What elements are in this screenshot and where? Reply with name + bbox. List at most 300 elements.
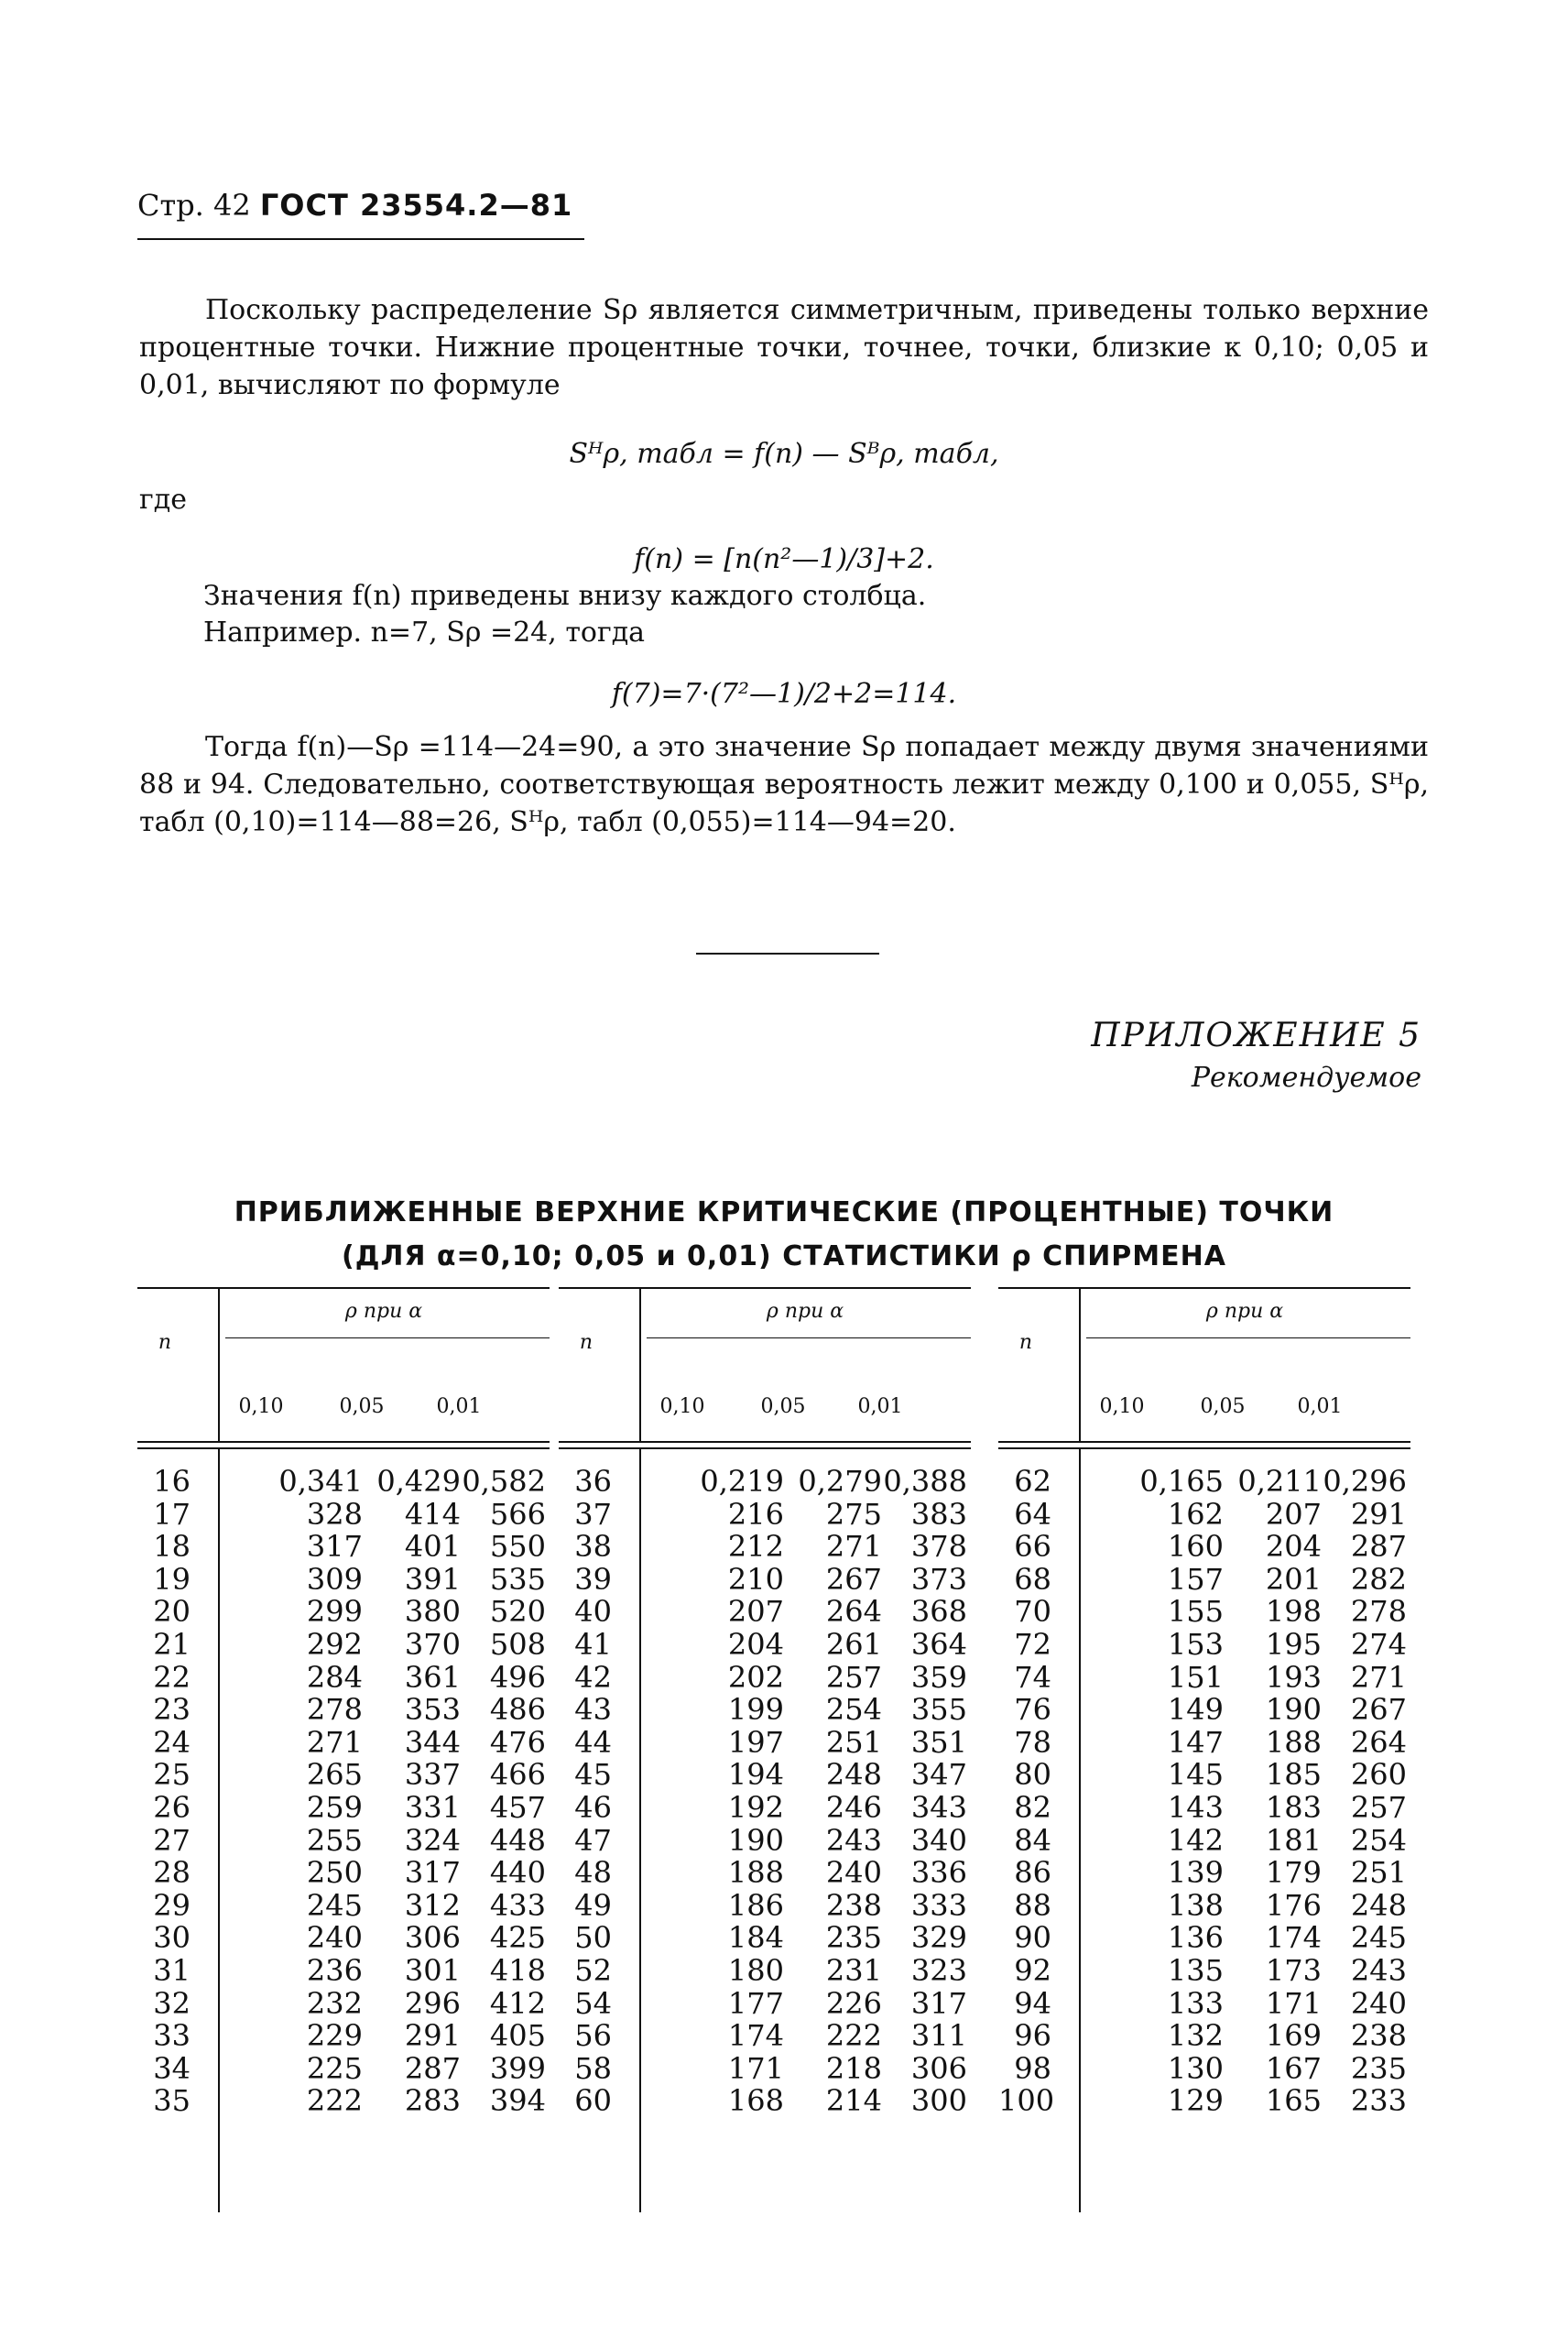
table-row: [559, 1952, 971, 1988]
cell-n: 24: [153, 1724, 191, 1760]
cell-value: 180: [727, 1952, 784, 1988]
cell-value: 188: [727, 1855, 784, 1891]
cell-value: 486: [489, 1692, 546, 1728]
critical-points-table: [137, 1287, 1431, 2212]
cell-n: 23: [153, 1692, 191, 1728]
cell-value: 186: [727, 1887, 784, 1923]
cell-n: 52: [574, 1952, 612, 1988]
table-row: [559, 1626, 971, 1662]
cell-n: 68: [1014, 1561, 1051, 1597]
cell-value: 233: [1350, 2083, 1407, 2119]
cell-n: 80: [1014, 1757, 1051, 1793]
table-row: [998, 1857, 1410, 1890]
column-header-alpha-1: 0,10: [1099, 1395, 1145, 1418]
table-row: [137, 1822, 550, 1858]
cell-value: 174: [727, 2018, 784, 2054]
cell-n: 28: [153, 1855, 191, 1891]
header-bottom-rule: [559, 1441, 971, 1443]
cell-value: 259: [306, 1789, 363, 1825]
cell-value: 179: [1265, 1855, 1322, 1891]
appendix-heading: [1091, 1017, 1421, 1094]
table-row: [137, 1759, 550, 1792]
cell-value: 331: [404, 1789, 461, 1825]
header-bottom-rule-2: [998, 1447, 1410, 1449]
header-rule: [137, 238, 584, 240]
rho-subheader-rule: [1086, 1337, 1410, 1338]
table-row: [559, 1596, 971, 1629]
column-header-alpha-3: 0,01: [1297, 1395, 1343, 1418]
table-row: [137, 1561, 550, 1597]
table-row: [998, 1496, 1410, 1532]
cell-value: 251: [1350, 1855, 1407, 1891]
cell-value: 399: [489, 2050, 546, 2086]
column-header-n: n: [158, 1331, 172, 1354]
cell-n: 46: [574, 1789, 612, 1825]
cell-n: 39: [574, 1561, 612, 1597]
cell-value: 157: [1167, 1561, 1224, 1597]
cell-value: 457: [489, 1789, 546, 1825]
cell-n: 20: [153, 1594, 191, 1630]
cell-value: 168: [727, 2083, 784, 2119]
section-separator: [696, 953, 879, 955]
column-header-rho: ρ при α: [344, 1300, 423, 1323]
cell-value: 139: [1167, 1855, 1224, 1891]
table-row: [559, 1659, 971, 1695]
cell-value: 336: [910, 1855, 967, 1891]
cell-n: 21: [153, 1626, 191, 1662]
cell-n: 30: [153, 1920, 191, 1956]
cell-value: 271: [1350, 1659, 1407, 1695]
cell-value: 0,388: [883, 1464, 967, 1499]
cell-value: 192: [727, 1789, 784, 1825]
cell-value: 364: [910, 1626, 967, 1662]
cell-value: 207: [1265, 1496, 1322, 1532]
page-label: Стр. 42: [137, 188, 251, 223]
table-row: [137, 1659, 550, 1695]
cell-value: 248: [825, 1757, 882, 1793]
cell-value: 566: [489, 1496, 546, 1532]
cell-n: 74: [1014, 1659, 1051, 1695]
cell-value: 185: [1265, 1757, 1322, 1793]
paragraph-2: Значения f(n) приведены внизу каждого столбца.: [203, 580, 927, 612]
cell-value: 300: [910, 2083, 967, 2119]
cell-value: 155: [1167, 1594, 1224, 1630]
cell-value: 132: [1167, 2018, 1224, 2054]
cell-n: 64: [1014, 1496, 1051, 1532]
cell-value: 267: [1350, 1692, 1407, 1728]
cell-value: 240: [306, 1920, 363, 1956]
table-row: [998, 1561, 1410, 1597]
cell-value: 245: [1350, 1920, 1407, 1956]
cell-value: 0,211: [1237, 1464, 1322, 1499]
cell-value: 236: [306, 1952, 363, 1988]
cell-value: 466: [489, 1757, 546, 1793]
cell-value: 173: [1265, 1952, 1322, 1988]
cell-value: 0,279: [798, 1464, 882, 1499]
table-row: [137, 1496, 550, 1532]
cell-value: 412: [489, 1985, 546, 2021]
header-bottom-rule-2: [559, 1447, 971, 1449]
table-row: [137, 1857, 550, 1890]
cell-value: 306: [910, 2050, 967, 2086]
cell-value: 418: [489, 1952, 546, 1988]
cell-value: 240: [1350, 1985, 1407, 2021]
table-row: [137, 1626, 550, 1662]
cell-n: 42: [574, 1659, 612, 1695]
header-bottom-rule: [137, 1441, 550, 1443]
table-row: [559, 1922, 971, 1955]
table-row: [559, 2050, 971, 2086]
cell-value: 311: [910, 2018, 967, 2054]
table-row: [559, 1789, 971, 1825]
cell-n: 36: [574, 1464, 612, 1499]
cell-value: 207: [727, 1594, 784, 1630]
table-row: [137, 2085, 550, 2118]
cell-value: 212: [727, 1529, 784, 1565]
cell-value: 149: [1167, 1692, 1224, 1728]
cell-value: 496: [489, 1659, 546, 1695]
cell-value: 535: [489, 1561, 546, 1597]
table-row: [998, 2020, 1410, 2053]
formula-1: Sᴴρ, табл = f(n) — Sᴮρ, табл,: [569, 438, 999, 470]
table-row: [559, 1466, 971, 1499]
cell-value: 275: [825, 1496, 882, 1532]
cell-n: 66: [1014, 1529, 1051, 1565]
table-row: [998, 1724, 1410, 1760]
table-row: [559, 1985, 971, 2021]
table-row: [137, 1985, 550, 2021]
cell-value: 174: [1265, 1920, 1322, 1956]
table-row: [137, 1466, 550, 1499]
table-row: [137, 2050, 550, 2086]
cell-value: 476: [489, 1724, 546, 1760]
cell-value: 287: [1350, 1529, 1407, 1565]
cell-value: 283: [404, 2083, 461, 2119]
cell-value: 0,429: [376, 1464, 461, 1499]
cell-value: 254: [1350, 1822, 1407, 1858]
appendix-subtitle: Рекомендуемое: [1191, 1062, 1421, 1094]
cell-value: 136: [1167, 1920, 1224, 1956]
cell-value: 520: [489, 1594, 546, 1630]
cell-value: 0,165: [1139, 1464, 1224, 1499]
cell-value: 181: [1265, 1822, 1322, 1858]
cell-value: 243: [1350, 1952, 1407, 1988]
cell-value: 238: [825, 1887, 882, 1923]
cell-value: 225: [306, 2050, 363, 2086]
cell-value: 440: [489, 1855, 546, 1891]
table-row: [998, 1466, 1410, 1499]
cell-value: 171: [727, 2050, 784, 2086]
cell-value: 351: [910, 1724, 967, 1760]
cell-value: 193: [1265, 1659, 1322, 1695]
intro-paragraph: [139, 291, 1429, 404]
column-header-alpha-3: 0,01: [436, 1395, 482, 1418]
cell-n: 25: [153, 1757, 191, 1793]
cell-value: 143: [1167, 1789, 1224, 1825]
cell-n: 40: [574, 1594, 612, 1630]
appendix-title: ПРИЛОЖЕНИЕ 5: [1091, 1017, 1421, 1054]
table-row: [137, 1724, 550, 1760]
cell-n: 44: [574, 1724, 612, 1760]
cell-value: 235: [825, 1920, 882, 1956]
page-header: [137, 188, 572, 223]
cell-value: 306: [404, 1920, 461, 1956]
cell-value: 359: [910, 1659, 967, 1695]
cell-value: 218: [825, 2050, 882, 2086]
cell-n: 29: [153, 1887, 191, 1923]
cell-value: 167: [1265, 2050, 1322, 2086]
cell-value: 0,582: [462, 1464, 546, 1499]
cell-n: 33: [153, 2018, 191, 2054]
table-block-3: [998, 1287, 1410, 2212]
cell-n: 82: [1014, 1789, 1051, 1825]
cell-value: 138: [1167, 1887, 1224, 1923]
table-row: [137, 1887, 550, 1923]
column-header-rho: ρ при α: [766, 1300, 844, 1323]
cell-value: 317: [404, 1855, 461, 1891]
table-row: [998, 1822, 1410, 1858]
table-block-2: [559, 1287, 971, 2212]
cell-value: 508: [489, 1626, 546, 1662]
cell-value: 405: [489, 2018, 546, 2054]
table-row: [998, 1531, 1410, 1564]
cell-value: 380: [404, 1594, 461, 1630]
table-row: [137, 1789, 550, 1825]
cell-value: 245: [306, 1887, 363, 1923]
cell-value: 448: [489, 1822, 546, 1858]
cell-value: 190: [727, 1822, 784, 1858]
table-row: [559, 1724, 971, 1760]
column-header-alpha-2: 0,05: [1200, 1395, 1246, 1418]
cell-value: 0,219: [700, 1464, 784, 1499]
cell-value: 343: [910, 1789, 967, 1825]
column-header-n: n: [579, 1331, 593, 1354]
cell-value: 129: [1167, 2083, 1224, 2119]
header-bottom-rule-2: [137, 1447, 550, 1449]
paragraph-4-wrap: [139, 728, 1429, 841]
rho-subheader-rule: [647, 1337, 971, 1338]
cell-n: 35: [153, 2083, 191, 2119]
cell-n: 60: [574, 2083, 612, 2119]
cell-value: 344: [404, 1724, 461, 1760]
cell-value: 232: [306, 1985, 363, 2021]
column-header-alpha-1: 0,10: [659, 1395, 705, 1418]
cell-value: 204: [1265, 1529, 1322, 1565]
cell-value: 378: [910, 1529, 967, 1565]
cell-value: 210: [727, 1561, 784, 1597]
cell-value: 229: [306, 2018, 363, 2054]
cell-value: 251: [825, 1724, 882, 1760]
header-bottom-rule: [998, 1441, 1410, 1443]
cell-value: 271: [825, 1529, 882, 1565]
table-row: [998, 1626, 1410, 1662]
cell-value: 301: [404, 1952, 461, 1988]
cell-value: 231: [825, 1952, 882, 1988]
cell-value: 292: [306, 1626, 363, 1662]
cell-value: 194: [727, 1757, 784, 1793]
cell-value: 222: [306, 2083, 363, 2119]
cell-n: 31: [153, 1952, 191, 1988]
cell-value: 176: [1265, 1887, 1322, 1923]
cell-value: 261: [825, 1626, 882, 1662]
cell-value: 204: [727, 1626, 784, 1662]
cell-value: 284: [306, 1659, 363, 1695]
formula-2: f(n) = [n(n²—1)/3]+2.: [634, 543, 934, 575]
table-title: [137, 1191, 1431, 1279]
table-row: [559, 2020, 971, 2053]
cell-value: 333: [910, 1887, 967, 1923]
cell-value: 260: [1350, 1757, 1407, 1793]
cell-value: 291: [404, 2018, 461, 2054]
cell-value: 368: [910, 1594, 967, 1630]
table-row: [998, 1759, 1410, 1792]
table-row: [559, 1857, 971, 1890]
table-row: [998, 1985, 1410, 2021]
table-row: [998, 1694, 1410, 1727]
table-row: [559, 1496, 971, 1532]
cell-value: 135: [1167, 1952, 1224, 1988]
cell-n: 88: [1014, 1887, 1051, 1923]
column-header-alpha-3: 0,01: [857, 1395, 903, 1418]
cell-value: 433: [489, 1887, 546, 1923]
table-row: [137, 1531, 550, 1564]
cell-value: 317: [910, 1985, 967, 2021]
cell-value: 329: [910, 1920, 967, 1956]
cell-value: 324: [404, 1822, 461, 1858]
cell-value: 177: [727, 1985, 784, 2021]
cell-value: 264: [825, 1594, 882, 1630]
cell-n: 86: [1014, 1855, 1051, 1891]
column-header-alpha-1: 0,10: [238, 1395, 284, 1418]
cell-value: 255: [306, 1822, 363, 1858]
table-row: [998, 1789, 1410, 1825]
cell-value: 391: [404, 1561, 461, 1597]
cell-n: 58: [574, 2050, 612, 2086]
cell-value: 309: [306, 1561, 363, 1597]
table-row: [998, 1952, 1410, 1988]
table-row: [998, 1659, 1410, 1695]
cell-n: 94: [1014, 1985, 1051, 2021]
cell-value: 394: [489, 2083, 546, 2119]
cell-value: 142: [1167, 1822, 1224, 1858]
cell-n: 17: [153, 1496, 191, 1532]
table-row: [559, 1759, 971, 1792]
table-top-rule: [559, 1287, 971, 1289]
cell-value: 202: [727, 1659, 784, 1695]
cell-value: 291: [1350, 1496, 1407, 1532]
cell-n: 16: [153, 1464, 191, 1499]
table-row: [998, 1887, 1410, 1923]
cell-value: 222: [825, 2018, 882, 2054]
cell-value: 550: [489, 1529, 546, 1565]
cell-value: 267: [825, 1561, 882, 1597]
cell-value: 133: [1167, 1985, 1224, 2021]
cell-value: 355: [910, 1692, 967, 1728]
cell-value: 195: [1265, 1626, 1322, 1662]
cell-value: 0,296: [1323, 1464, 1407, 1499]
table-row: [559, 1887, 971, 1923]
cell-n: 92: [1014, 1952, 1051, 1988]
cell-n: 54: [574, 1985, 612, 2021]
cell-value: 130: [1167, 2050, 1224, 2086]
column-header-alpha-2: 0,05: [760, 1395, 806, 1418]
table-row: [137, 1694, 550, 1727]
cell-n: 38: [574, 1529, 612, 1565]
cell-value: 248: [1350, 1887, 1407, 1923]
table-row: [998, 1922, 1410, 1955]
cell-n: 70: [1014, 1594, 1051, 1630]
cell-value: 165: [1265, 2083, 1322, 2119]
cell-value: 226: [825, 1985, 882, 2021]
cell-value: 201: [1265, 1561, 1322, 1597]
cell-n: 78: [1014, 1724, 1051, 1760]
cell-value: 243: [825, 1822, 882, 1858]
table-row: [137, 1596, 550, 1629]
paragraph-4: Тогда f(n)—Sρ =114—24=90, а это значение Sρ попадает между двумя значениями 88 и 94. Следовательно, соответствующая вероятность лежит между 0,100 и 0,055, Sᴴρ, табл (0,10)=114—88=26, Sᴴρ, табл (0,055)=114—94=20.: [139, 731, 1429, 838]
cell-value: 254: [825, 1692, 882, 1728]
table-row: [559, 1561, 971, 1597]
cell-value: 370: [404, 1626, 461, 1662]
cell-value: 353: [404, 1692, 461, 1728]
cell-n: 43: [574, 1692, 612, 1728]
cell-n: 22: [153, 1659, 191, 1695]
formula-3: f(7)=7·(7²—1)/2+2=114.: [611, 678, 957, 710]
cell-value: 160: [1167, 1529, 1224, 1565]
cell-value: 240: [825, 1855, 882, 1891]
table-row: [559, 1694, 971, 1727]
cell-value: 198: [1265, 1594, 1322, 1630]
cell-n: 49: [574, 1887, 612, 1923]
cell-value: 246: [825, 1789, 882, 1825]
table-title-line-2: (ДЛЯ α=0,10; 0,05 и 0,01) СТАТИСТИКИ ρ СПИРМЕНА: [342, 1240, 1226, 1272]
cell-n: 96: [1014, 2018, 1051, 2054]
table-rows: [137, 1466, 550, 2118]
cell-n: 62: [1014, 1464, 1051, 1499]
cell-value: 250: [306, 1855, 363, 1891]
cell-value: 383: [910, 1496, 967, 1532]
cell-value: 162: [1167, 1496, 1224, 1532]
rho-subheader-rule: [225, 1337, 550, 1338]
table-title-line-1: ПРИБЛИЖЕННЫЕ ВЕРХНИЕ КРИТИЧЕСКИЕ (ПРОЦЕНТНЫЕ) ТОЧКИ: [234, 1196, 1334, 1228]
cell-value: 328: [306, 1496, 363, 1532]
cell-value: 323: [910, 1952, 967, 1988]
cell-value: 361: [404, 1659, 461, 1695]
standard-number: ГОСТ 23554.2—81: [259, 188, 573, 223]
column-header-alpha-2: 0,05: [339, 1395, 385, 1418]
table-row: [998, 2085, 1410, 2118]
cell-value: 265: [306, 1757, 363, 1793]
cell-n: 34: [153, 2050, 191, 2086]
cell-n: 45: [574, 1757, 612, 1793]
cell-value: 184: [727, 1920, 784, 1956]
cell-value: 257: [1350, 1789, 1407, 1825]
cell-value: 278: [306, 1692, 363, 1728]
cell-value: 347: [910, 1757, 967, 1793]
cell-value: 0,341: [278, 1464, 363, 1499]
table-block-1: [137, 1287, 550, 2212]
column-header-rho: ρ при α: [1205, 1300, 1284, 1323]
paragraph-3: Например. n=7, Sρ =24, тогда: [203, 617, 646, 649]
cell-value: 271: [306, 1724, 363, 1760]
table-row: [559, 2085, 971, 2118]
cell-n: 19: [153, 1561, 191, 1597]
cell-n: 37: [574, 1496, 612, 1532]
cell-n: 72: [1014, 1626, 1051, 1662]
cell-value: 171: [1265, 1985, 1322, 2021]
cell-value: 401: [404, 1529, 461, 1565]
cell-value: 238: [1350, 2018, 1407, 2054]
cell-value: 216: [727, 1496, 784, 1532]
